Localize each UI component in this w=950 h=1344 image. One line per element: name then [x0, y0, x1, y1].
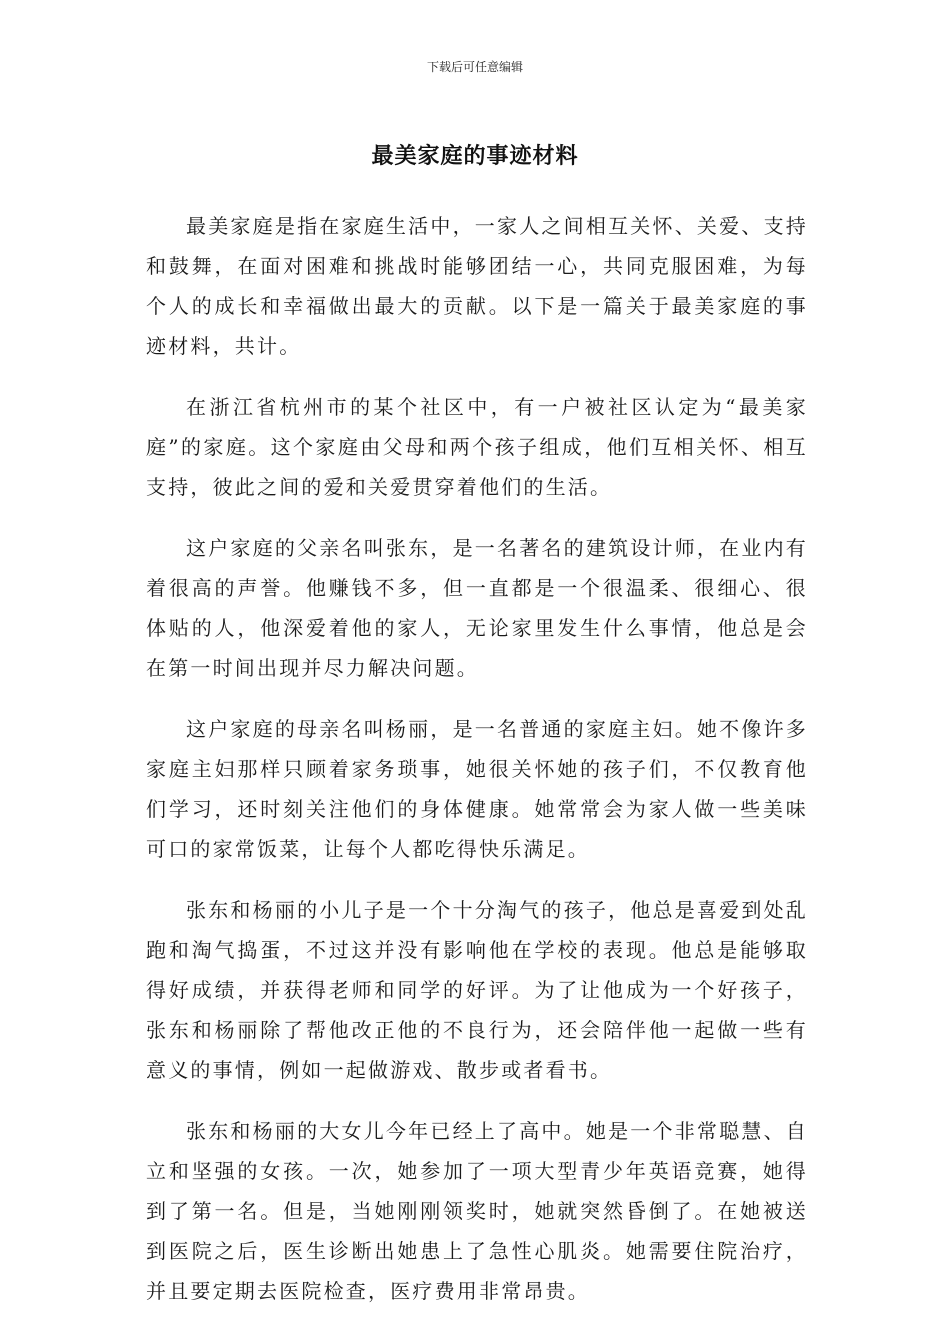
document-body [146, 206, 808, 1332]
paragraph-4: 这户家庭的母亲名叫杨丽，是一名普通的家庭主妇。她不像许多家庭主妇那样只顾着家务琐事，她很关怀她的孩子们，不仅教育他们学习，还时刻关注他们的身体健康。她常常会为家人做一些美味可口的家常饭菜，让每个人都吃得快乐满足。 [146, 717, 808, 861]
header-note: 下载后可任意编辑 [426, 60, 523, 74]
paragraph-3: 这户家庭的父亲名叫张东，是一名著名的建筑设计师，在业内有着很高的声誉。他赚钱不多，但一直都是一个很温柔、很细心、很体贴的人，他深爱着他的家人，无论家里发生什么事情，他总是会在第一时间出现并尽力解决问题。 [146, 536, 808, 680]
document-title: 最美家庭的事迹材料 [371, 144, 579, 169]
paragraph-1: 最美家庭是指在家庭生活中，一家人之间相互关怀、关爱、支持和鼓舞，在面对困难和挑战时能够团结一心，共同克服困难，为每个人的成长和幸福做出最大的贡献。以下是一篇关于最美家庭的事迹材料，共计。 [146, 214, 808, 358]
paragraph-6: 张东和杨丽的大女儿今年已经上了高中。她是一个非常聪慧、自立和坚强的女孩。一次，她参加了一项大型青少年英语竞赛，她得到了第一名。但是，当她刚刚领奖时，她就突然昏倒了。在她被送到医院之后，医生诊断出她患上了急性心肌炎。她需要住院治疗，并且要定期去医院检查，医疗费用非常昂贵。 [146, 1119, 808, 1303]
paragraph-2: 在浙江省杭州市的某个社区中，有一户被社区认定为“最美家庭”的家庭。这个家庭由父母和两个孩子组成，他们互相关怀、相互支持，彼此之间的爱和关爱贯穿着他们的生活。 [146, 395, 808, 499]
paragraph-5: 张东和杨丽的小儿子是一个十分淘气的孩子，他总是喜爱到处乱跑和淘气捣蛋，不过这并没有影响他在学校的表现。他总是能够取得好成绩，并获得老师和同学的好评。为了让他成为一个好孩子，张东和杨丽除了帮他改正他的不良行为，还会陪伴他一起做一些有意义的事情，例如一起做游戏、散步或者看书。 [146, 898, 808, 1082]
